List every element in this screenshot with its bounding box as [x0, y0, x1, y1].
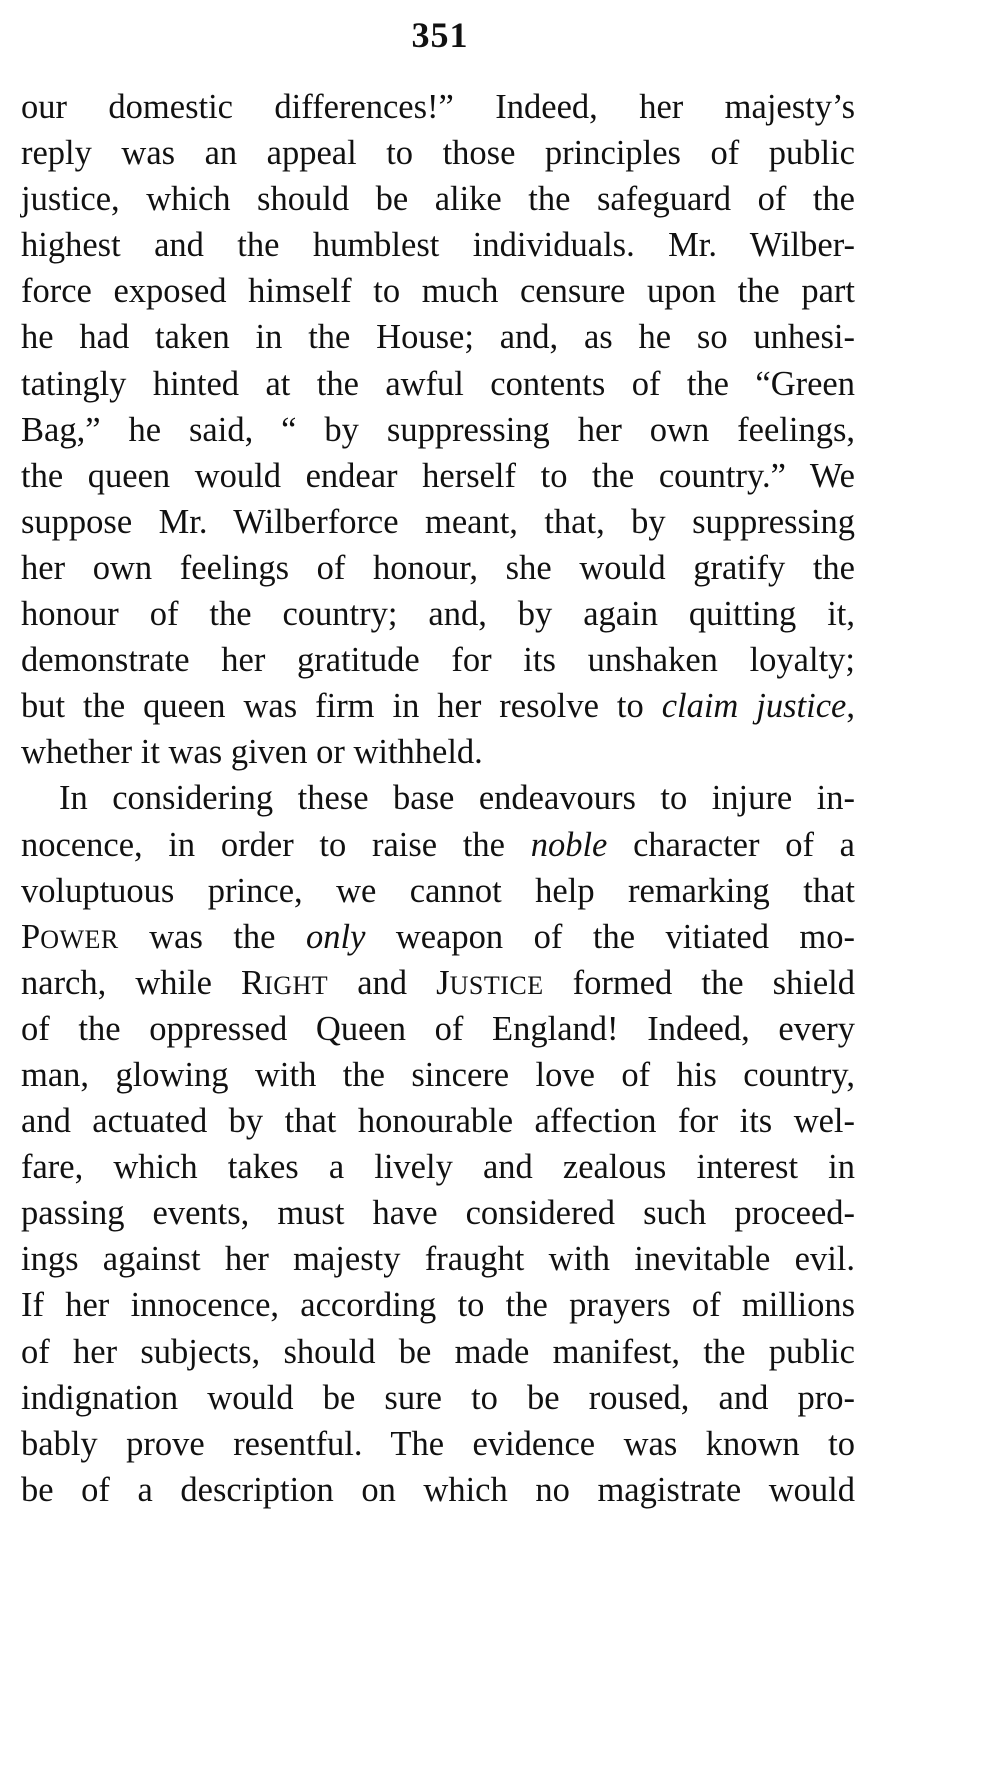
- text-line: our domestic differences!” Indeed, her majesty’s: [21, 88, 855, 126]
- text-line: [21, 683, 855, 729]
- page-number: 351: [411, 15, 469, 55]
- text-line: bably prove resentful. The evidence was known to: [21, 1424, 855, 1463]
- text-line: the queen would endear herself to the country.” We: [21, 456, 855, 495]
- paragraph-1: [21, 84, 855, 775]
- small-caps-word: POWER: [21, 917, 119, 956]
- small-caps-word: RIGHT: [241, 963, 329, 1002]
- text-line: of the oppressed Queen of England! Indeed, every: [21, 1009, 855, 1048]
- italic-emphasis: claim justice: [661, 687, 847, 726]
- text-line: If her innocence, according to the prayers of millions: [21, 1286, 855, 1325]
- text-segment: ,: [846, 687, 855, 726]
- text-line: suppose Mr. Wilberforce meant, that, by suppressing: [21, 502, 855, 541]
- text-line: [21, 914, 855, 960]
- text-line: her own feelings of honour, she would gratify the: [21, 548, 855, 587]
- body-text: [21, 84, 855, 1513]
- text-line: justice, which should be alike the safeguard of the: [21, 180, 855, 219]
- text-segment: character of a: [607, 825, 855, 864]
- italic-emphasis: noble: [530, 825, 608, 864]
- text-line: reply was an appeal to those principles of public: [21, 134, 855, 173]
- text-line: man, glowing with the sincere love of his country,: [21, 1055, 855, 1094]
- text-segment: formed the shield: [543, 963, 855, 1002]
- text-segment: was the: [118, 917, 306, 956]
- text-line: highest and the humblest individuals. Mr. Wilber-: [21, 226, 855, 265]
- text-line: voluptuous prince, we cannot help remarking that: [21, 871, 855, 910]
- text-line: [21, 822, 855, 868]
- text-line: whether it was given or withheld.: [21, 733, 483, 772]
- text-line: and actuated by that honourable affection for its wel-: [21, 1102, 855, 1141]
- text-line: of her subjects, should be made manifest, the public: [21, 1332, 855, 1371]
- text-line: force exposed himself to much censure upon the part: [21, 272, 855, 311]
- small-caps-word: JUSTICE: [436, 963, 544, 1002]
- text-line: indignation would be sure to be roused, and pro-: [21, 1378, 855, 1417]
- text-segment: nocence, in order to raise the: [21, 825, 531, 864]
- italic-emphasis: only: [305, 917, 366, 956]
- text-line: honour of the country; and, by again quitting it,: [21, 595, 855, 634]
- text-line: demonstrate her gratitude for its unshaken loyalty;: [21, 641, 855, 680]
- text-line: ings against her majesty fraught with inevitable evil.: [21, 1240, 855, 1279]
- text-segment: and: [328, 963, 437, 1002]
- text-segment: narch, while: [21, 963, 242, 1002]
- text-segment: weapon of the vitiated mo-: [365, 917, 856, 956]
- text-segment: but the queen was firm in her resolve to: [21, 687, 662, 726]
- text-line: fare, which takes a lively and zealous interest in: [21, 1148, 855, 1187]
- text-line: In considering these base endeavours to injure in-: [59, 779, 855, 818]
- text-line: passing events, must have considered such proceed-: [21, 1194, 855, 1233]
- text-line: he had taken in the House; and, as he so unhesi-: [21, 318, 855, 357]
- text-line: [21, 960, 855, 1006]
- paragraph-2: [21, 775, 855, 1513]
- text-line: be of a description on which no magistrate would: [21, 1470, 855, 1509]
- text-line: tatingly hinted at the awful contents of the “Green: [21, 364, 855, 403]
- text-line: Bag,” he said, “ by suppressing her own feelings,: [21, 410, 855, 449]
